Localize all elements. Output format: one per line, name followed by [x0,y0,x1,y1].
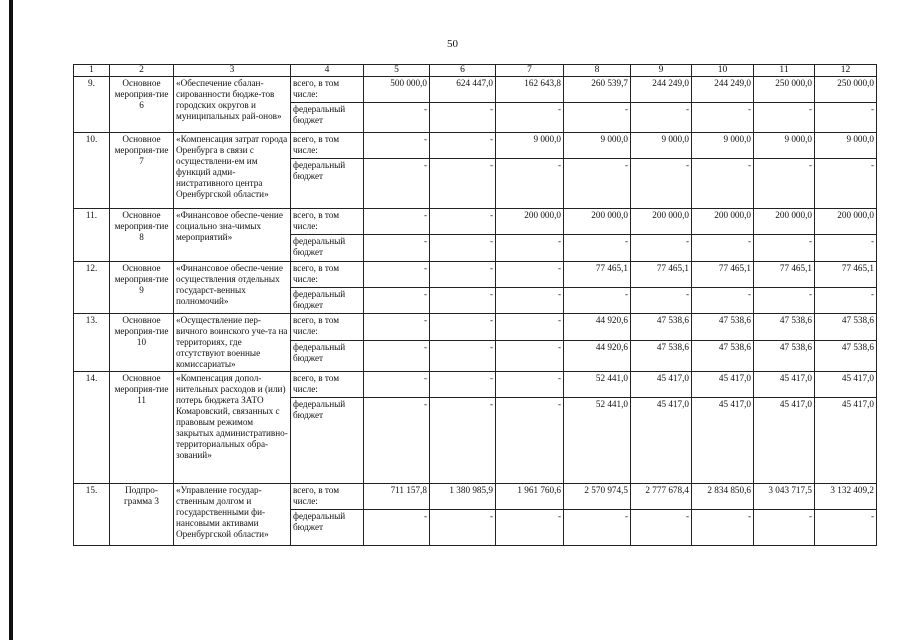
measure-type: Основное мероприя-тие 7 [110,133,174,209]
value-cell: - [430,209,496,235]
value-cell: - [496,103,564,133]
value-cell: - [692,288,754,314]
row-number: 10. [74,133,110,209]
table-row-total [74,262,877,288]
table-row-total [74,314,877,341]
value-cell: 1 961 760,6 [496,484,564,510]
federal-budget-label: федеральный бюджет [291,159,364,209]
column-header: 3 [174,65,291,77]
value-cell: - [815,159,877,209]
value-cell: - [496,314,564,341]
total-label: всего, в том числе: [291,209,364,235]
value-cell: 1 380 985,9 [430,484,496,510]
row-number: 14. [74,372,110,484]
value-cell: 200 000,0 [815,209,877,235]
value-cell: 200 000,0 [692,209,754,235]
value-cell: - [496,262,564,288]
value-cell: 162 643,8 [496,77,564,103]
value-cell: 711 157,8 [364,484,430,510]
value-cell: - [631,510,692,546]
value-cell: - [631,235,692,262]
value-cell: 77 465,1 [815,262,877,288]
value-cell: - [631,159,692,209]
value-cell: - [430,103,496,133]
value-cell: 77 465,1 [692,262,754,288]
column-header: 7 [496,65,564,77]
table-row-total [74,372,877,398]
value-cell: - [754,235,815,262]
total-label: всего, в том числе: [291,77,364,103]
column-header: 11 [754,65,815,77]
value-cell: 200 000,0 [631,209,692,235]
budget-table [73,64,877,546]
value-cell: - [496,398,564,484]
measure-name: «Финансовое обеспе-чение осуществления отдельных государст-венных полномочий» [174,262,291,314]
federal-budget-label: федеральный бюджет [291,235,364,262]
value-cell: - [692,159,754,209]
value-cell: 9 000,0 [564,133,631,159]
total-label: всего, в том числе: [291,262,364,288]
table-row-total [74,77,877,103]
value-cell: 77 465,1 [754,262,815,288]
row-number: 11. [74,209,110,262]
federal-budget-label: федеральный бюджет [291,103,364,133]
value-cell: - [430,133,496,159]
measure-name: «Компенсация затрат города Оренбурга в связи с осуществлени-ем им функций адми-нистративного центра Оренбургской области» [174,133,291,209]
value-cell: 45 417,0 [815,372,877,398]
value-cell: 250 000,0 [754,77,815,103]
value-cell: 2 834 850,6 [692,484,754,510]
value-cell: - [364,262,430,288]
value-cell: 47 538,6 [631,340,692,371]
value-cell: 9 000,0 [692,133,754,159]
column-header: 5 [364,65,430,77]
value-cell: - [430,314,496,341]
value-cell: 2 777 678,4 [631,484,692,510]
value-cell: - [631,288,692,314]
value-cell: 47 538,6 [754,340,815,371]
total-label: всего, в том числе: [291,133,364,159]
value-cell: - [364,288,430,314]
measure-type: Основное мероприя-тие 11 [110,372,174,484]
value-cell: - [496,235,564,262]
measure-type: Основное мероприя-тие 6 [110,77,174,133]
value-cell: 9 000,0 [496,133,564,159]
value-cell: - [692,103,754,133]
value-cell: 260 539,7 [564,77,631,103]
value-cell: 244 249,0 [631,77,692,103]
value-cell: - [430,262,496,288]
value-cell: - [754,510,815,546]
federal-budget-label: федеральный бюджет [291,398,364,484]
value-cell: - [815,288,877,314]
value-cell: - [692,235,754,262]
value-cell: 47 538,6 [631,314,692,341]
value-cell: - [496,159,564,209]
column-header: 9 [631,65,692,77]
binding-edge-bar [9,0,13,640]
row-number: 12. [74,262,110,314]
row-number: 15. [74,484,110,546]
value-cell: - [815,235,877,262]
value-cell: - [364,209,430,235]
table-row-total [74,209,877,235]
column-header: 1 [74,65,110,77]
table-row-total [74,484,877,510]
value-cell: - [430,398,496,484]
value-cell: - [564,510,631,546]
value-cell: 9 000,0 [631,133,692,159]
value-cell: 52 441,0 [564,372,631,398]
federal-budget-label: федеральный бюджет [291,340,364,371]
value-cell: 45 417,0 [815,398,877,484]
measure-type: Подпро-грамма 3 [110,484,174,546]
value-cell: 45 417,0 [692,398,754,484]
value-cell: 45 417,0 [631,372,692,398]
federal-budget-label: федеральный бюджет [291,288,364,314]
total-label: всего, в том числе: [291,314,364,341]
value-cell: - [754,103,815,133]
measure-name: «Обеспечение сбалан-сированности бюдже-тов городских округов и муниципальных рай-онов» [174,77,291,133]
measure-name: «Финансовое обеспе-чение социально зна-чимых мероприятий» [174,209,291,262]
value-cell: 9 000,0 [815,133,877,159]
value-cell: - [754,288,815,314]
value-cell: 77 465,1 [631,262,692,288]
value-cell: - [564,235,631,262]
measure-type: Основное мероприя-тие 9 [110,262,174,314]
total-label: всего, в том числе: [291,372,364,398]
value-cell: 47 538,6 [692,340,754,371]
value-cell: - [815,103,877,133]
value-cell: 77 465,1 [564,262,631,288]
value-cell: 3 132 409,2 [815,484,877,510]
value-cell: 47 538,6 [754,314,815,341]
measure-type: Основное мероприя-тие 8 [110,209,174,262]
value-cell: - [564,159,631,209]
value-cell: - [364,133,430,159]
value-cell: - [430,510,496,546]
value-cell: 45 417,0 [754,398,815,484]
value-cell: 44 920,6 [564,314,631,341]
column-header: 10 [692,65,754,77]
value-cell: 47 538,6 [815,340,877,371]
value-cell: - [564,103,631,133]
value-cell: 52 441,0 [564,398,631,484]
measure-name: «Управление государ-ственным долгом и государственными фи-нансовыми активами Оренбургской области» [174,484,291,546]
value-cell: - [496,288,564,314]
column-header: 6 [430,65,496,77]
value-cell: - [364,235,430,262]
value-cell: 45 417,0 [754,372,815,398]
value-cell: - [364,103,430,133]
value-cell: - [430,340,496,371]
measure-type: Основное мероприя-тие 10 [110,314,174,372]
total-label: всего, в том числе: [291,484,364,510]
table-row-total [74,133,877,159]
column-header: 8 [564,65,631,77]
value-cell: 200 000,0 [496,209,564,235]
value-cell: - [430,235,496,262]
value-cell: - [692,510,754,546]
column-header: 2 [110,65,174,77]
value-cell: 500 000,0 [364,77,430,103]
column-header: 4 [291,65,364,77]
value-cell: - [496,340,564,371]
value-cell: 45 417,0 [692,372,754,398]
measure-name: «Осуществление пер-вичного воинского уче-та на территориях, где отсутствуют военные комиссариаты» [174,314,291,372]
value-cell: 3 043 717,5 [754,484,815,510]
value-cell: 244 249,0 [692,77,754,103]
value-cell: 9 000,0 [754,133,815,159]
header-row [74,65,877,77]
page-number: 50 [447,38,458,50]
federal-budget-label: федеральный бюджет [291,510,364,546]
value-cell: - [364,314,430,341]
value-cell: - [430,288,496,314]
value-cell: 2 570 974,5 [564,484,631,510]
value-cell: - [564,288,631,314]
value-cell: 624 447,0 [430,77,496,103]
value-cell: - [364,372,430,398]
value-cell: 47 538,6 [692,314,754,341]
value-cell: - [815,510,877,546]
value-cell: - [364,398,430,484]
value-cell: - [496,510,564,546]
value-cell: 45 417,0 [631,398,692,484]
value-cell: - [364,159,430,209]
value-cell: 47 538,6 [815,314,877,341]
value-cell: 250 000,0 [815,77,877,103]
measure-name: «Компенсация допол-нительных расходов и (или) потерь бюджета ЗАТО Комаровский, связанных с правовым режимом закрытых административно-территориальных обра-зований» [174,372,291,484]
row-number: 9. [74,77,110,133]
value-cell: 200 000,0 [754,209,815,235]
column-header: 12 [815,65,877,77]
value-cell: - [364,510,430,546]
value-cell: - [364,340,430,371]
row-number: 13. [74,314,110,372]
value-cell: - [496,372,564,398]
value-cell: 200 000,0 [564,209,631,235]
value-cell: - [430,372,496,398]
value-cell: - [754,159,815,209]
value-cell: 44 920,6 [564,340,631,371]
value-cell: - [430,159,496,209]
value-cell: - [631,103,692,133]
